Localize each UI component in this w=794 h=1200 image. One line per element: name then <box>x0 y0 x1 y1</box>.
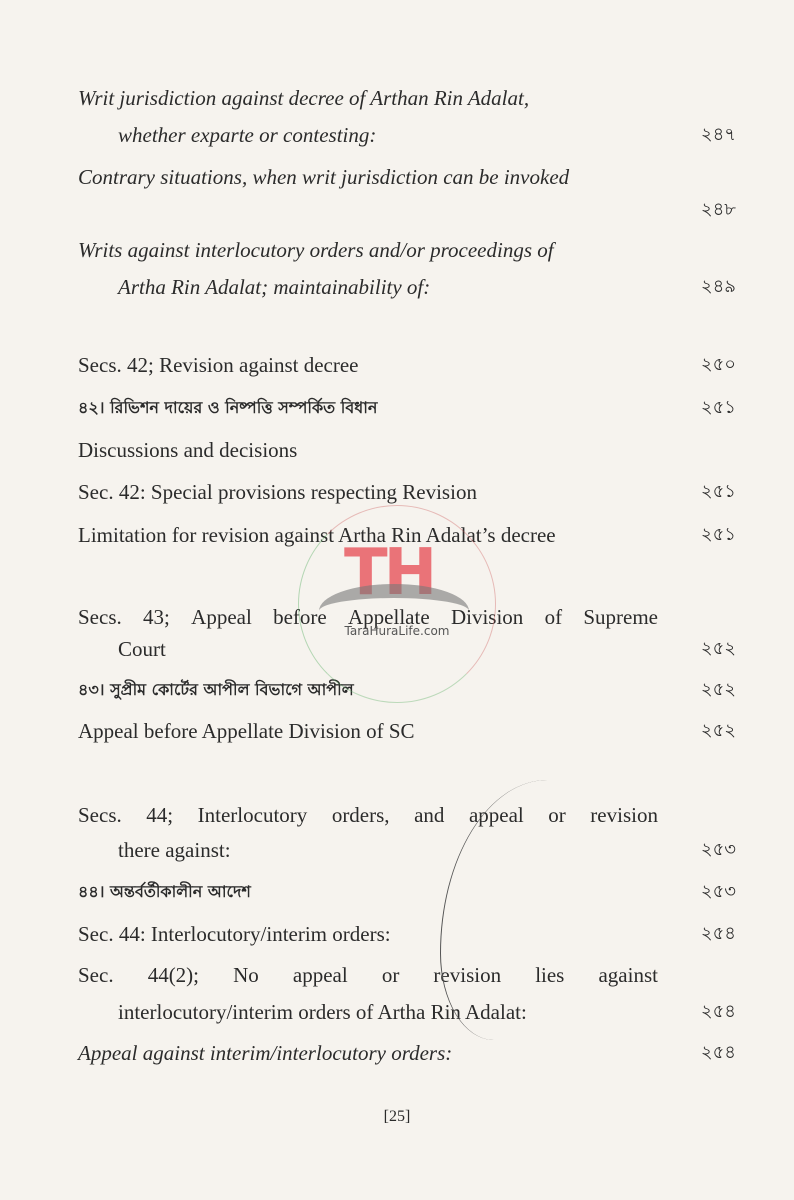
entry-title: Secs. 43; Appeal before Appellate Division of Supreme <box>78 605 658 629</box>
entry-page-number: ২৪৮ <box>700 199 736 220</box>
entry-title: Appeal against interim/interlocutory orders: <box>78 1041 453 1065</box>
entry-title-continued: whether exparte or contesting: <box>118 123 377 147</box>
entry-title: Writs against interlocutory orders and/or proceedings of <box>78 238 554 262</box>
page-number: [25] <box>383 1108 411 1125</box>
entry-page-number: ২৪৯ <box>700 276 736 297</box>
entry-page-number: ২৫২ <box>700 720 736 741</box>
entry-page-number: ২৫৪ <box>700 1042 736 1063</box>
entry-title: ৪৪। অন্তর্বর্তীকালীন আদেশ <box>78 882 251 901</box>
entry-title: Contrary situations, when writ jurisdiction can be invoked <box>78 165 570 189</box>
entry-page-number: ২৫০ <box>700 354 736 375</box>
entry-title: Appeal before Appellate Division of SC <box>78 719 415 743</box>
entry-title: ৪৩। সুপ্রীম কোর্টের আপীল বিভাগে আপীল <box>78 680 354 699</box>
entry-page-number: ২৫৪ <box>700 1001 736 1022</box>
entry-page-number: ২৫২ <box>700 638 736 659</box>
watermark-mark-icon: TH <box>344 536 434 610</box>
entry-title: Sec. 44: Interlocutory/interim orders: <box>78 922 391 946</box>
entry-title: Sec. 42: Special provisions respecting Revision <box>78 480 477 504</box>
entry-page-number: ২৫১ <box>700 397 736 418</box>
entry-page-number: ২৫৩ <box>700 839 736 860</box>
entry-title-continued: interlocutory/interim orders of Artha Rin Adalat: <box>118 1000 527 1024</box>
entry-page-number: ২৫৪ <box>700 923 736 944</box>
entry-title: ৪২। রিভিশন দায়ের ও নিষ্পত্তি সম্পর্কিত বিধান <box>78 398 378 417</box>
entry-title-continued: Court <box>118 637 166 661</box>
entry-title: Sec. 44(2); No appeal or revision lies against <box>78 963 658 987</box>
entry-title: Discussions and decisions <box>78 438 298 462</box>
entry-page-number: ২৫২ <box>700 679 736 700</box>
entry-title: Writ jurisdiction against decree of Arthan Rin Adalat, <box>78 86 530 110</box>
entry-title-continued: Artha Rin Adalat; maintainability of: <box>118 275 431 299</box>
watermark-logo <box>298 505 496 703</box>
entry-page-number: ২৪৭ <box>700 124 736 145</box>
entry-title: Secs. 44; Interlocutory orders, and appeal or revision <box>78 803 658 827</box>
entry-page-number: ২৫৩ <box>700 881 736 902</box>
entry-page-number: ২৫১ <box>700 524 736 545</box>
entry-title: Secs. 42; Revision against decree <box>78 353 359 377</box>
entry-title: Limitation for revision against Artha Rin Adalat’s decree <box>78 523 556 547</box>
entry-title-continued: there against: <box>118 838 231 862</box>
watermark-site: TaraHuraLife.com <box>344 624 450 638</box>
entry-page-number: ২৫১ <box>700 481 736 502</box>
